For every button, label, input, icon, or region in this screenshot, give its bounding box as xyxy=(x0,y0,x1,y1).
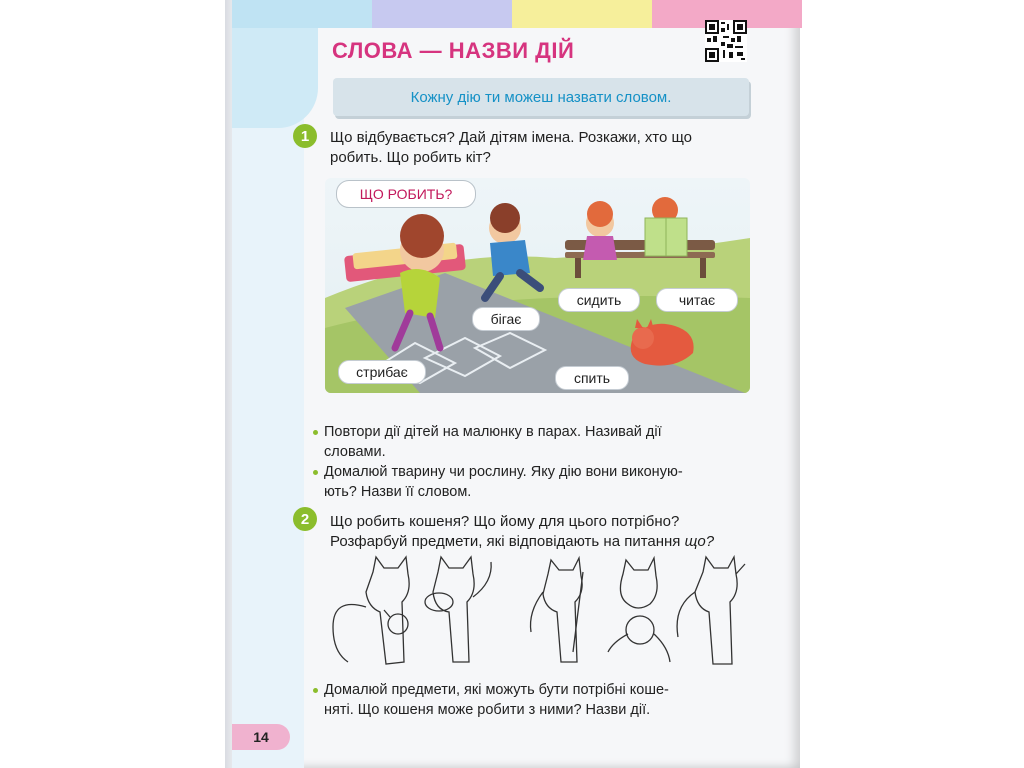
bullet-item xyxy=(313,422,662,462)
top-color-strip-yellow xyxy=(512,0,652,28)
task-number-badge: 1 xyxy=(293,124,317,148)
top-color-strip-blue xyxy=(232,0,372,28)
action-label-reads: читає xyxy=(656,288,738,312)
action-label-jumps: стрибає xyxy=(338,360,426,384)
task2-text xyxy=(330,512,714,552)
bullet1-line2: словами. xyxy=(324,444,386,460)
bullet3-line2: няті. Що кошеня може робити з ними? Назви дії. xyxy=(324,702,651,718)
task1-line2: робить. Що робить кіт? xyxy=(330,149,491,166)
bullet2-line2: ють? Назви її словом. xyxy=(324,484,472,500)
bullet-item xyxy=(313,680,669,720)
task2-line1: Що робить кошеня? Що йому для цього потрібно? xyxy=(330,513,680,530)
cat-with-brush xyxy=(531,558,584,662)
task2-line2-italic: що? xyxy=(684,533,715,550)
bullet2-line1: Домалюй тварину чи рослину. Яку дію вони виконую- xyxy=(324,464,683,480)
question-bubble: ЩО РОБИТЬ? xyxy=(336,180,476,208)
cat-with-spoon xyxy=(677,557,745,664)
bullet-dot xyxy=(313,688,318,693)
task2-line2 xyxy=(330,532,714,552)
hint-box xyxy=(333,78,749,116)
page-title: СЛОВА — НАЗВИ ДІЙ xyxy=(332,38,575,63)
cat-with-pot xyxy=(425,557,491,662)
qr-code-icon[interactable] xyxy=(705,20,747,62)
action-label-sits: сидить xyxy=(558,288,640,312)
cat-with-yarn xyxy=(608,558,670,662)
task-number-badge: 2 xyxy=(293,507,317,531)
page-number: 14 xyxy=(232,724,290,750)
bullet1-line1: Повтори дії дітей на малюнку в парах. Називай дії xyxy=(324,424,662,440)
action-label-runs: бігає xyxy=(472,307,540,331)
action-label-sleeps: спить xyxy=(555,366,629,390)
task1-line1: Що відбувається? Дай дітям імена. Розкажи, хто що xyxy=(330,129,692,146)
corner-decoration xyxy=(232,28,318,128)
bullet-dot xyxy=(313,470,318,475)
bullet-dot xyxy=(313,430,318,435)
cat-with-teapot xyxy=(333,557,409,664)
hint-text: Кожну дію ти можеш назвати словом. xyxy=(410,88,672,106)
bullet-item xyxy=(313,462,683,502)
coloring-cats-illustration[interactable] xyxy=(318,552,758,670)
top-color-strip-violet xyxy=(372,0,512,28)
task1-text xyxy=(330,128,692,168)
task2-line2-text: Розфарбуй предмети, які відповідають на питання xyxy=(330,533,681,550)
bullet3-line1: Домалюй предмети, які можуть бути потрібні коше- xyxy=(324,682,669,698)
